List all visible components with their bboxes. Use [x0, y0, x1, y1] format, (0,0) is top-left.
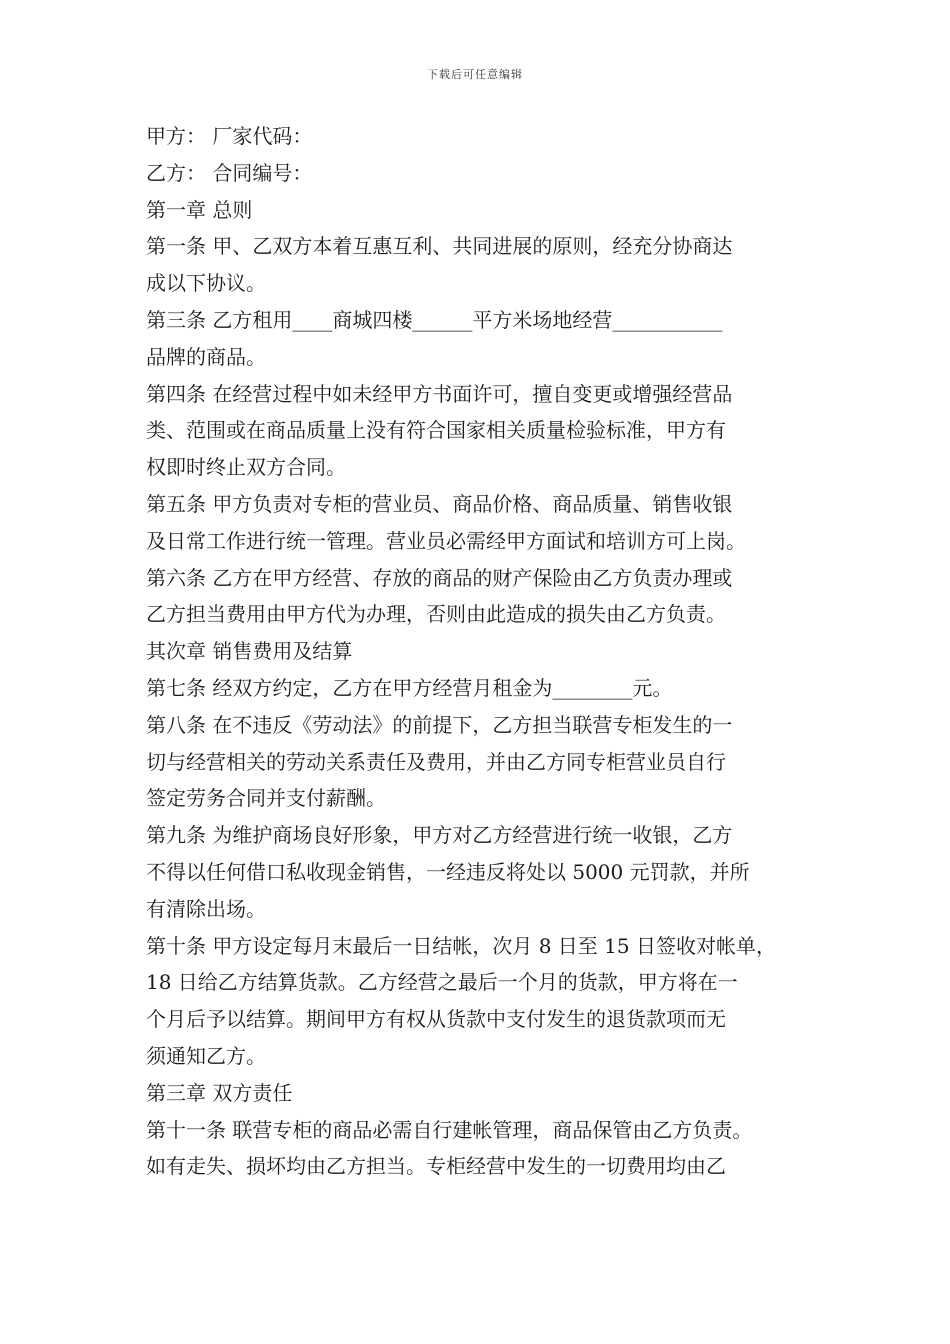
clause-line: 不得以任何借口私收现金销售，一经违反将处以 5000 元罚款，并所	[146, 859, 750, 884]
clause-line: 签定劳务合同并支付薪酬。	[146, 786, 386, 811]
clause-line: 成以下协议。	[146, 271, 266, 296]
clause-line: 切与经营相关的劳动关系责任及费用，并由乙方同专柜营业员自行	[146, 749, 726, 774]
clause-line: 第十条 甲方设定每月末最后一日结帐，次月 8 日至 15 日签收对帐单，	[146, 933, 776, 958]
clause-line: 如有走失、损坏均由乙方担当。专柜经营中发生的一切费用均由乙	[146, 1154, 726, 1179]
chapter-heading: 第一章 总则	[146, 197, 253, 222]
clause-line: 18 日给乙方结算货款。乙方经营之最后一个月的货款，甲方将在一	[146, 970, 738, 995]
clause-line: 第一条 甲、乙双方本着互惠互利、共同进展的原则，经充分协商达	[146, 234, 733, 259]
clause-line: 第八条 在不违反《劳动法》的前提下，乙方担当联营专柜发生的一	[146, 712, 733, 737]
contract-body	[146, 118, 836, 1185]
clause-line: 第十一条 联营专柜的商品必需自行建帐管理，商品保管由乙方负责。	[146, 1117, 753, 1142]
clause-line: 及日常工作进行统一管理。营业员必需经甲方面试和培训方可上岗。	[146, 528, 746, 553]
chapter-heading: 其次章 销售费用及结算	[146, 639, 353, 664]
clause-line: 第五条 甲方负责对专柜的营业员、商品价格、商品质量、销售收银	[146, 491, 733, 516]
clause-line: 第四条 在经营过程中如未经甲方书面许可，擅自变更或增强经营品	[146, 381, 733, 406]
clause-line: 权即时终止双方合同。	[146, 455, 346, 480]
page-header-note: 下载后可任意编辑	[427, 68, 523, 81]
clause-line: 有清除出场。	[146, 896, 266, 921]
clause-line: 第七条 经双方约定，乙方在甲方经营月租金为________元。	[146, 675, 673, 700]
clause-line: 第三条 乙方租用____商城四楼______平方米场地经营___________	[146, 307, 723, 332]
clause-line: 乙方担当费用由甲方代为办理，否则由此造成的损失由乙方负责。	[146, 602, 726, 627]
chapter-heading: 第三章 双方责任	[146, 1080, 293, 1105]
clause-line: 第六条 乙方在甲方经营、存放的商品的财产保险由乙方负责办理或	[146, 565, 733, 590]
clause-line: 类、范围或在商品质量上没有符合国家相关质量检验标准，甲方有	[146, 418, 726, 443]
clause-line: 第九条 为维护商场良好形象，甲方对乙方经营进行统一收银，乙方	[146, 823, 733, 848]
clause-line: 品牌的商品。	[146, 344, 266, 369]
party-a-line: 甲方： 厂家代码：	[146, 124, 313, 148]
clause-line: 须通知乙方。	[146, 1043, 266, 1068]
party-b-line: 乙方： 合同编号：	[146, 160, 313, 185]
clause-line: 个月后予以结算。期间甲方有权从货款中支付发生的退货款项而无	[146, 1007, 726, 1032]
